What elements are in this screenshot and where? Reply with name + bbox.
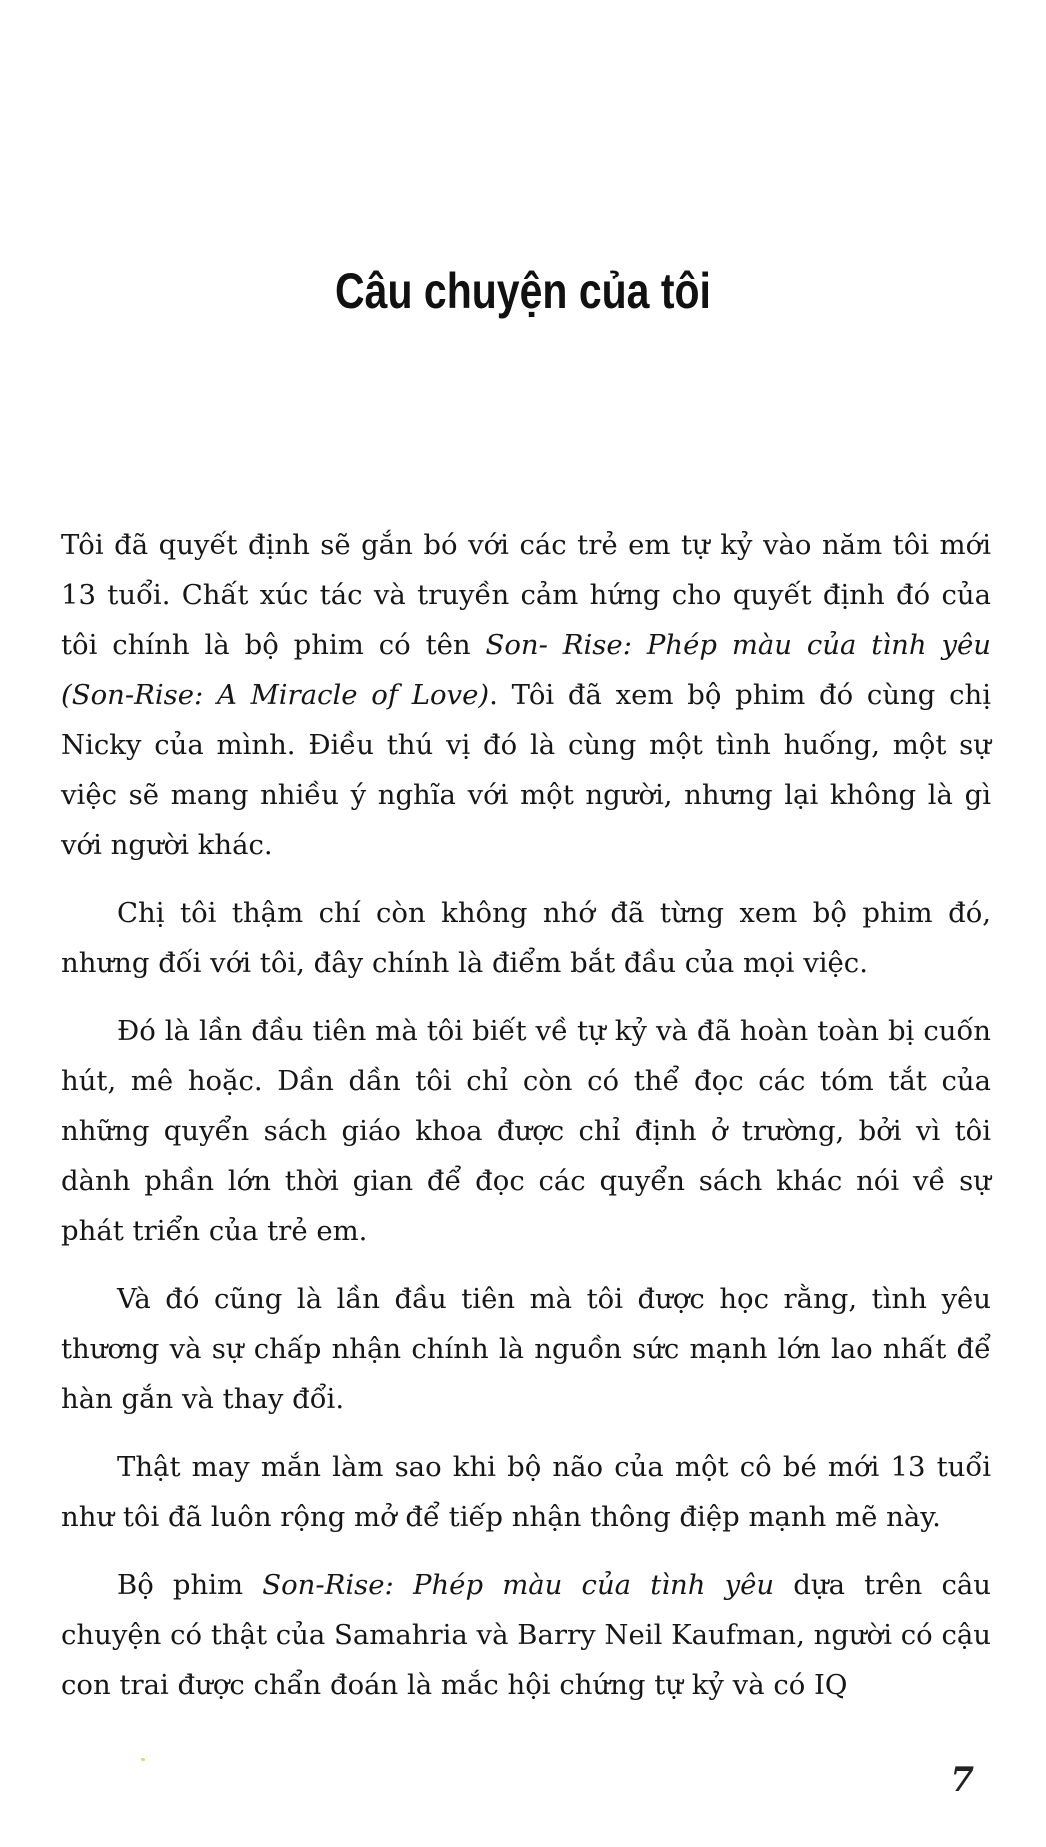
- paragraph-1: [61, 520, 991, 870]
- paragraph-6-text-2: dựa trên câu chuyện có thật của Samahria và Barry Neil Kaufman, người có cậu con trai được chẩn đoán là mắc hội chứng tự kỷ và có IQ: [61, 1569, 992, 1701]
- paragraph-2-text: Chị tôi thậm chí còn không nhớ đã từng xem bộ phim đó, nhưng đối với tôi, đây chính là điểm bắt đầu của mọi việc.: [61, 897, 991, 979]
- paragraph-3: [61, 1006, 991, 1256]
- print-speck: [141, 1758, 145, 1761]
- paragraph-6: [61, 1560, 991, 1710]
- page-number: 7: [950, 1760, 974, 1800]
- film-title-with-english: Son- Rise: Phép màu của tình yêu (Son-Rise: A Miracle of Love): [61, 629, 991, 711]
- body-text: [61, 520, 991, 1728]
- chapter-title: Câu chuyện của tôi: [335, 263, 711, 319]
- paragraph-1-text-1: Tôi đã quyết định sẽ gắn bó với các trẻ em tự kỷ vào năm tôi mới 13 tuổi. Chất xúc tác và truyền cảm hứng cho quyết định đó của tôi chính là bộ phim có tên: [61, 529, 991, 661]
- paragraph-4-text: Và đó cũng là lần đầu tiên mà tôi được học rằng, tình yêu thương và sự chấp nhận chính là nguồn sức mạnh lớn lao nhất để hàn gắn và thay đổi.: [61, 1283, 991, 1415]
- film-title: Son-Rise: Phép màu của tình yêu: [262, 1569, 775, 1601]
- paragraph-2: [61, 888, 991, 988]
- paragraph-3-text: Đó là lần đầu tiên mà tôi biết về tự kỷ và đã hoàn toàn bị cuốn hút, mê hoặc. Dần dần tôi chỉ còn có thể đọc các tóm tắt của những quyển sách giáo khoa được chỉ định ở trường, bởi vì tôi dành phần lớn thời gian để đọc các quyển sách khác nói về sự phát triển của trẻ em.: [61, 1015, 991, 1247]
- paragraph-6-text-1: Bộ phim: [117, 1569, 263, 1601]
- paragraph-4: [61, 1274, 991, 1424]
- paragraph-5-text: Thật may mắn làm sao khi bộ não của một cô bé mới 13 tuổi như tôi đã luôn rộng mở để tiếp nhận thông điệp mạnh mẽ này.: [61, 1451, 991, 1533]
- paragraph-5: [61, 1442, 991, 1542]
- paragraph-1-text-2: . Tôi đã xem bộ phim đó cùng chị Nicky của mình. Điều thú vị đó là cùng một tình huống, một sự việc sẽ mang nhiều ý nghĩa với một người, nhưng lại không là gì với người khác.: [61, 679, 991, 861]
